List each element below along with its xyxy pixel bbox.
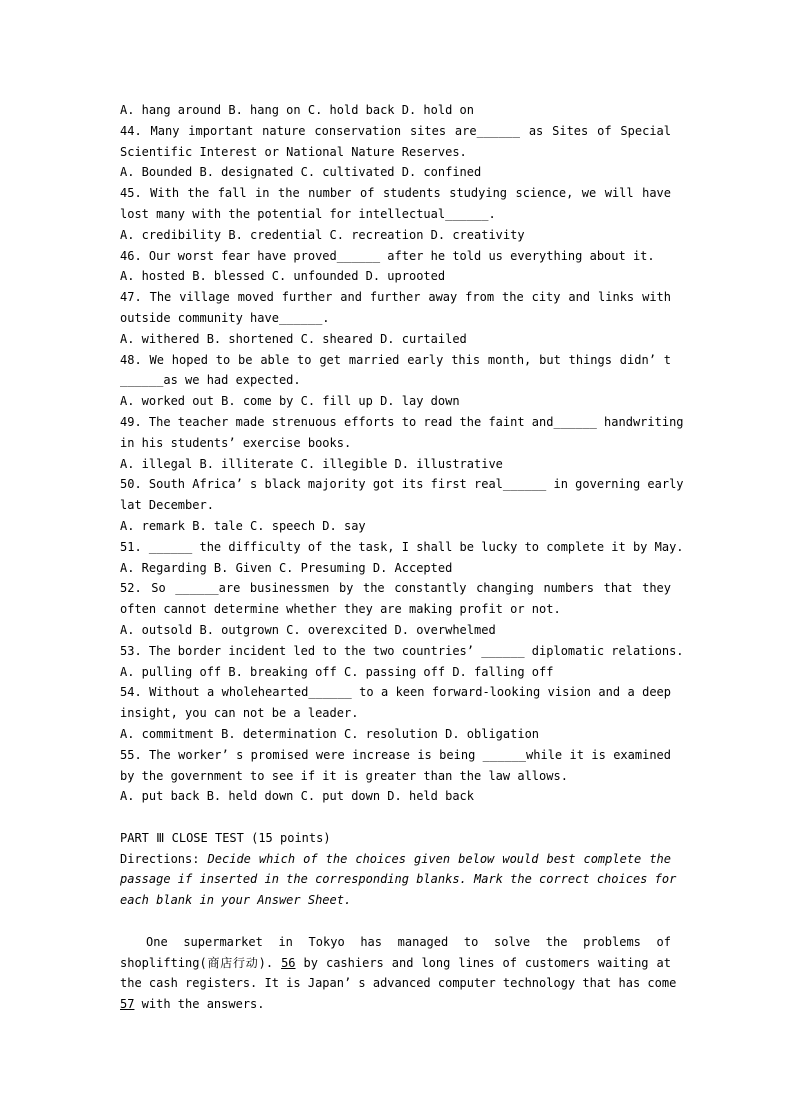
- section-gap: [120, 911, 671, 932]
- answer-options: A. hang around B. hang on C. hold back D. hold on: [120, 103, 475, 117]
- question-stem-line: 51. ______ the difficulty of the task, I shall be lucky to complete it by May.: [120, 539, 684, 554]
- directions-line: each blank in your Answer Sheet.: [120, 893, 352, 908]
- section-heading: PART Ⅲ CLOSE TEST (15 points): [120, 830, 331, 845]
- question-stem-line: outside community have______.: [120, 310, 330, 325]
- blank-57: 57: [120, 997, 135, 1012]
- passage-text: by cashiers and long lines of customers waiting at: [295, 955, 671, 970]
- answer-options: A. put back B. held down C. put down D. held back: [120, 789, 475, 804]
- question-stem-line: by the government to see if it is greater than the law allows.: [120, 768, 568, 783]
- question-stem-line: 50. South Africa’ s black majority got its first real______ in governing early: [120, 477, 684, 492]
- question-stem-line: 44. Many important nature conservation sites are______ as Sites of Special: [120, 123, 671, 138]
- passage-line: [120, 994, 671, 1015]
- passage-line: [120, 953, 671, 974]
- answer-options: A. credibility B. credential C. recreation D. creativity: [120, 227, 525, 242]
- question-stem-line: 53. The border incident led to the two countries’ ______ diplomatic relations.: [120, 643, 684, 658]
- question-stem-line: in his students’ exercise books.: [120, 435, 352, 450]
- passage-line: the cash registers. It is Japan’ s advanced computer technology that has come: [120, 976, 677, 991]
- question-stem-line: often cannot determine whether they are making profit or not.: [120, 602, 561, 617]
- passage-line: One supermarket in Tokyo has managed to solve the problems of: [146, 934, 671, 949]
- answer-options: A. commitment B. determination C. resolution D. obligation: [120, 726, 540, 741]
- question-stem-line: 55. The worker’ s promised were increase is being ______while it is examined: [120, 747, 671, 762]
- answer-options: A. remark B. tale C. speech D. say: [120, 518, 366, 533]
- passage-text: shoplifting(商店行动).: [120, 955, 274, 970]
- directions-label: Directions:: [120, 851, 200, 866]
- answer-options: A. Bounded B. designated C. cultivated D. confined: [120, 165, 482, 180]
- question-stem-line: 48. We hoped to be able to get married early this month, but things didn’ t: [120, 352, 671, 367]
- answer-options: A. worked out B. come by C. fill up D. lay down: [120, 394, 460, 409]
- question-stem-line: ______as we had expected.: [120, 373, 301, 388]
- question-stem-line: 46. Our worst fear have proved______ after he told us everything about it.: [120, 248, 655, 263]
- directions-line: passage if inserted in the corresponding blanks. Mark the correct choices for: [120, 872, 677, 887]
- question-stem-line: 49. The teacher made strenuous efforts to read the faint and______ handwriting: [120, 414, 684, 429]
- question-stem-line: lost many with the potential for intellectual______.: [120, 206, 496, 221]
- question-stem-line: 47. The village moved further and further away from the city and links with: [120, 290, 671, 305]
- answer-options: A. illegal B. illiterate C. illegible D. illustrative: [120, 456, 503, 471]
- question-stem-line: insight, you can not be a leader.: [120, 706, 359, 721]
- answer-options: A. hosted B. blessed C. unfounded D. uprooted: [120, 269, 446, 284]
- question-stem-line: 52. So ______are businessmen by the constantly changing numbers that they: [120, 581, 671, 596]
- directions-line: [120, 849, 671, 870]
- answer-options: A. pulling off B. breaking off C. passing off D. falling off: [120, 664, 554, 679]
- document-body: [120, 100, 684, 1015]
- question-stem-line: 54. Without a wholehearted______ to a keen forward-looking vision and a deep: [120, 685, 671, 700]
- passage-text: with the answers.: [134, 997, 265, 1012]
- answer-options: A. outsold B. outgrown C. overexcited D. overwhelmed: [120, 622, 496, 637]
- blank-56: 56: [281, 955, 296, 970]
- answer-options: A. Regarding B. Given C. Presuming D. Accepted: [120, 560, 453, 575]
- directions-text: Decide which of the choices given below would best complete the: [199, 851, 671, 866]
- question-stem-line: Scientific Interest or National Nature Reserves.: [120, 144, 467, 159]
- question-stem-line: lat December.: [120, 498, 214, 513]
- question-stem-line: 45. With the fall in the number of students studying science, we will have: [120, 186, 671, 201]
- section-gap: [120, 807, 671, 828]
- answer-options: A. withered B. shortened C. sheared D. curtailed: [120, 331, 467, 346]
